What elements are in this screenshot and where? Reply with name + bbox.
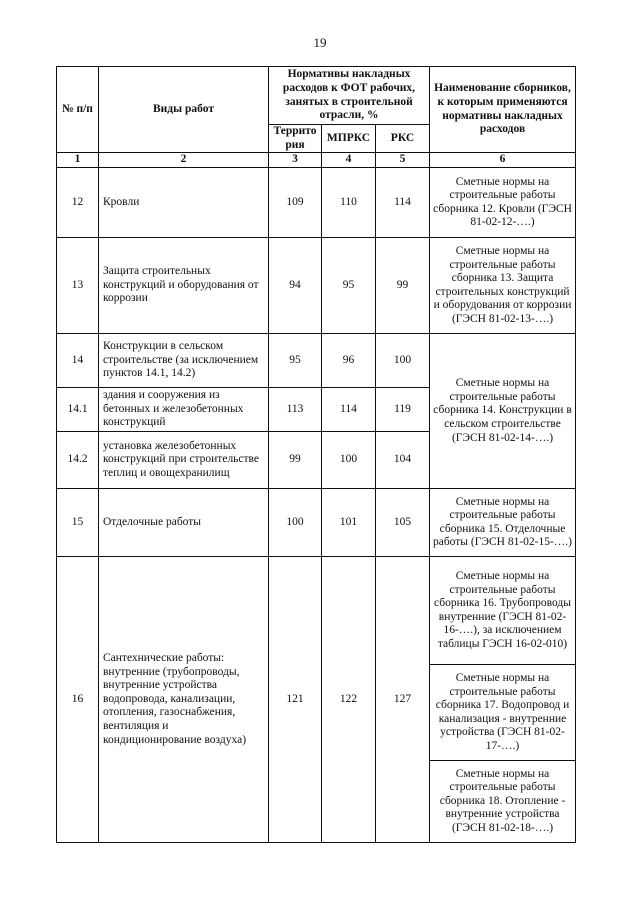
table-row — [57, 238, 576, 334]
column-number: 3 — [269, 153, 322, 168]
work-type: Отделочные работы — [99, 489, 269, 557]
column-number: 2 — [99, 153, 269, 168]
rks-value: 127 — [376, 557, 430, 843]
territory-value: 99 — [269, 432, 322, 489]
collection-name: Сметные нормы на строительные работы сборника 15. Отделочные работы (ГЭСН 81-02-15-….) — [430, 489, 576, 557]
mprks-value: 114 — [322, 388, 376, 432]
rks-value: 119 — [376, 388, 430, 432]
row-num: 15 — [57, 489, 99, 557]
territory-value: 113 — [269, 388, 322, 432]
row-num: 13 — [57, 238, 99, 334]
mprks-value: 100 — [322, 432, 376, 489]
territory-value: 109 — [269, 168, 322, 238]
row-num: 14 — [57, 334, 99, 388]
column-number: 6 — [430, 153, 576, 168]
column-number: 4 — [322, 153, 376, 168]
rks-value: 99 — [376, 238, 430, 334]
row-num: 16 — [57, 557, 99, 843]
table-row — [57, 557, 576, 665]
mprks-value: 96 — [322, 334, 376, 388]
territory-value: 121 — [269, 557, 322, 843]
mprks-value: 95 — [322, 238, 376, 334]
header-mprks: МПРКС — [322, 125, 376, 153]
collection-name: Сметные нормы на строительные работы сборника 13. Защита строительных конструкций и оборудования от коррозии (ГЭСН 81-02-13-….) — [430, 238, 576, 334]
territory-value: 100 — [269, 489, 322, 557]
rks-value: 104 — [376, 432, 430, 489]
header-norms-group: Нормативы накладных расходов к ФОТ рабочих, занятых в строительной отрасли, % — [269, 67, 430, 125]
row-num: 12 — [57, 168, 99, 238]
rks-value: 105 — [376, 489, 430, 557]
mprks-value: 122 — [322, 557, 376, 843]
territory-value: 95 — [269, 334, 322, 388]
column-number: 5 — [376, 153, 430, 168]
work-type: установка железобетонных конструкций при строительстве теплиц и овощехранилищ — [99, 432, 269, 489]
work-type: Сантехнические работы: внутренние (трубопроводы, внутренние устройства водопровода, канализации, отопления, газоснабжения, вентиляция и кондиционирование воздуха) — [99, 557, 269, 843]
mprks-value: 110 — [322, 168, 376, 238]
page-number: 19 — [313, 35, 327, 50]
work-type: Кровли — [99, 168, 269, 238]
rks-value: 114 — [376, 168, 430, 238]
work-type: Конструкции в сельском строительстве (за исключением пунктов 14.1, 14.2) — [99, 334, 269, 388]
work-type: Защита строительных конструкций и оборудования от коррозии — [99, 238, 269, 334]
header-num: № п/п — [57, 67, 99, 153]
territory-value: 94 — [269, 238, 322, 334]
column-number: 1 — [57, 153, 99, 168]
row-num: 14.1 — [57, 388, 99, 432]
collection-name: Сметные нормы на строительные работы сборника 14. Конструкции в сельском строительстве (ГЭСН 81-02-14-….) — [430, 334, 576, 489]
collection-name: Сметные нормы на строительные работы сборника 17. Водопровод и канализация - внутренние устройства (ГЭСН 81-02-17-….) — [430, 665, 576, 761]
header-collections: Наименование сборников, к которым применяются нормативы накладных расходов — [430, 67, 576, 153]
overhead-norms-table — [56, 66, 576, 843]
mprks-value: 101 — [322, 489, 376, 557]
collection-name: Сметные нормы на строительные работы сборника 18. Отопление - внутренние устройства (ГЭСН 81-02-18-….) — [430, 761, 576, 843]
work-type: здания и сооружения из бетонных и железобетонных конструкций — [99, 388, 269, 432]
collection-name: Сметные нормы на строительные работы сборника 12. Кровли (ГЭСН 81-02-12-….) — [430, 168, 576, 238]
table-row — [57, 489, 576, 557]
row-num: 14.2 — [57, 432, 99, 489]
table-row — [57, 334, 576, 388]
header-territory: Террито рия — [269, 125, 322, 153]
header-work-type: Виды работ — [99, 67, 269, 153]
header-rks: РКС — [376, 125, 430, 153]
table-row — [57, 168, 576, 238]
collection-name: Сметные нормы на строительные работы сборника 16. Трубопроводы внутренние (ГЭСН 81-02-16-….), за исключением таблицы ГЭСН 16-02-010) — [430, 557, 576, 665]
rks-value: 100 — [376, 334, 430, 388]
